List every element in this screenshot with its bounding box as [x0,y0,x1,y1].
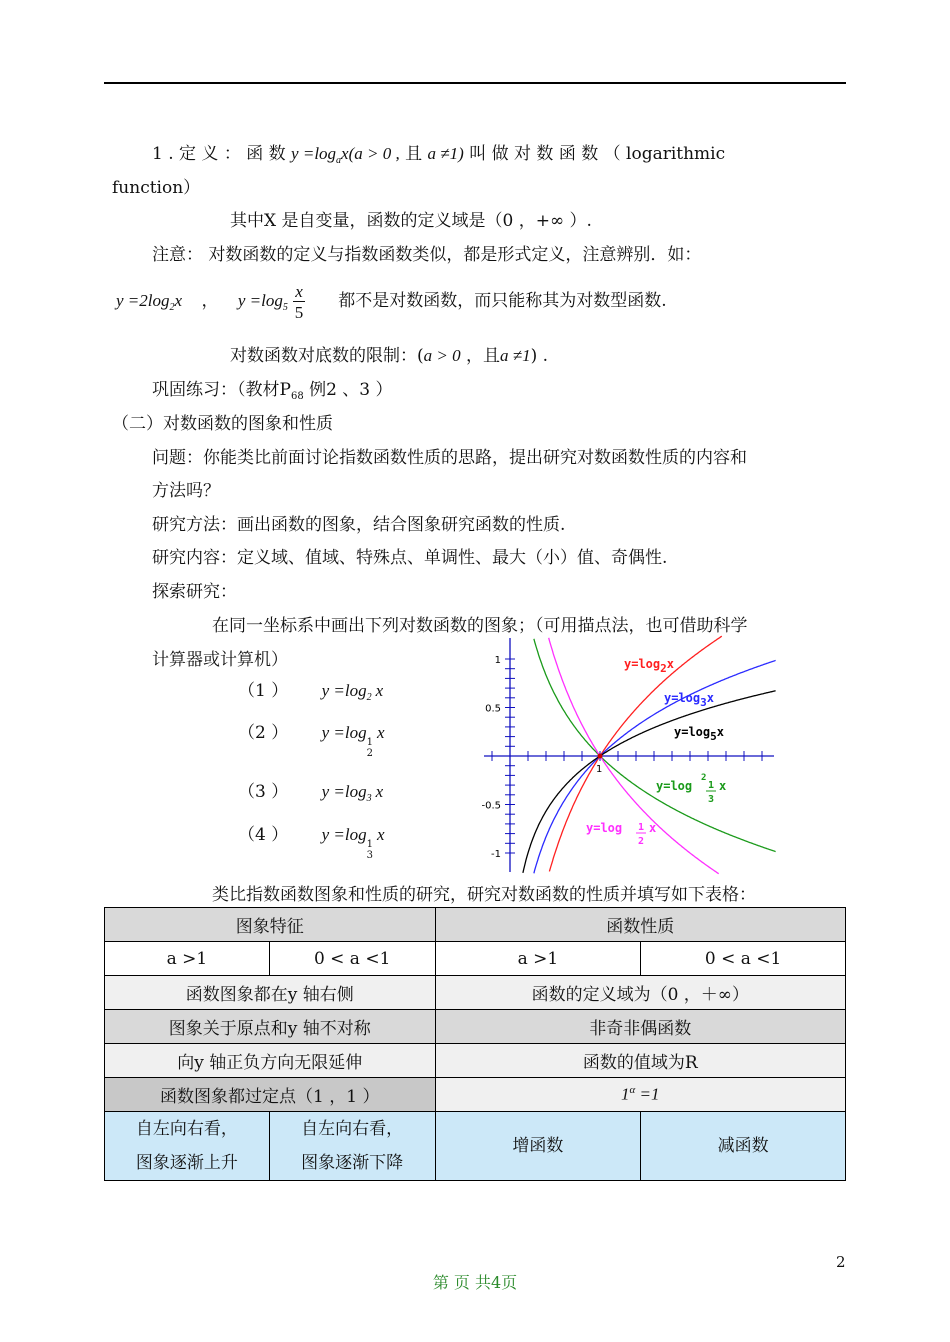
curve-label-fraction-den: 2 [638,836,645,847]
cell-no-symmetry: 图象关于原点和y 轴不对称 [105,1010,436,1044]
y-tick-label: -0.5 [481,800,501,812]
task-line-1: 在同一坐标系中画出下列对数函数的图象；（可用描点法，也可借助科学 [212,616,748,636]
practice-line: 巩固练习：（教材$P_{68}$ 例2 、3 ） [152,380,393,402]
curve-label: y=log2x [624,657,674,675]
table-row [105,976,846,1010]
section-title: （二）对数函数的图象和性质 [112,414,333,434]
page-number: 2 [836,1253,846,1271]
method-line: 研究方法：画出函数的图象，结合图象研究函数的性质. [152,515,566,535]
cell-parity: 非奇非偶函数 [435,1010,845,1044]
curve-y=log3x [534,660,776,873]
y-tick-label: -1 [491,849,501,860]
task-line-2: 计算器或计算机） [152,650,288,670]
header-function-properties: 函数性质 [435,908,845,942]
header-image-features: 图象特征 [105,908,436,942]
question-line-1: 问题：你能类比前面讨论指数函数性质的思路，提出研究对数函数性质的内容和 [152,448,747,468]
curve-label: y=log5x [674,725,724,743]
axes [481,638,774,872]
content-line: 研究内容：定义域、值域、特殊点、单调性、最大（小）值、奇偶性. [152,548,668,568]
function-item-3: （3 ） $y =\log_3$ x [238,782,384,804]
table-intro: 类比指数函数图象和性质的研究，研究对数函数的性质并填写如下表格： [212,885,756,905]
curve-label-tail: x [649,821,657,835]
cell-fixed-point: 函数图象都过定点（1 ，1 ） [105,1078,436,1112]
fraction-base-1-3: 1 3 [366,839,374,861]
cell-infinite-extension: 向y 轴正负方向无限延伸 [105,1044,436,1078]
curve-label: y=log [586,821,623,835]
cell-rising: 自左向右看， 图象逐渐上升 [105,1112,270,1181]
function-item-4: （4 ） y =log 1 3 x [238,825,385,861]
cell-falling: 自左向右看， 图象逐渐下降 [269,1112,435,1181]
curve-label-fraction-num: 1 [638,822,645,833]
cell-range: 函数的值域为R [435,1044,845,1078]
cell-increasing: 增函数 [435,1112,641,1181]
curve-label: y=log [656,779,693,793]
cell-domain: 函数的定义域为（0 ，＋∞） [435,976,845,1010]
domain-line: 其中X 是自变量，函数的定义域是（0 ，+∞ ）. [230,211,592,231]
fraction-base-1-2: 1 2 [366,737,374,759]
cell-one-power: $1^\alpha =1$ [435,1078,845,1112]
table-row [105,942,846,976]
table-row [105,1010,846,1044]
cell-decreasing: 减函数 [641,1112,846,1181]
y-tick-label: 1 [494,655,501,666]
table-row [105,908,846,942]
x-tick-label: 1 [596,764,603,775]
explore-line: 探索研究： [152,582,237,602]
page-footer: 第 页 共4页 [432,1273,518,1292]
definition-line: 1 . 定 义 ： 函 数 $y =\log_ax(a > 0$ , 且 a ≠1) 叫 做 对 数 函 数 （ logarithmic [152,144,726,166]
fixed-point-marker [598,754,603,759]
curve-label-top: 2 [701,773,707,783]
note-line: 注意： 对数函数的定义与指数函数类似，都是形式定义，注意辨别．如： [152,245,702,265]
table-row [105,1112,846,1181]
top-rule [104,82,846,84]
curve-label-fraction-den: 3 [708,794,715,805]
table-row [105,1044,846,1078]
cell-a-gt-1: a >1 [105,942,270,976]
cell-a-gt-1-b: a >1 [435,942,641,976]
log-function-graph [478,634,778,876]
curves [523,636,776,874]
function-item-2: （2 ） y =log 1 2 x [238,723,385,759]
properties-table [104,907,846,1181]
definition-line-2: function） [112,178,201,198]
cell-right-of-y-axis: 函数图象都在y 轴右侧 [105,976,436,1010]
y-tick-label: 0.5 [485,703,501,715]
cell-a-lt-1-b: 0 < a <1 [641,942,846,976]
curve-label-fraction-num: 1 [708,780,715,791]
question-line-2: 方法吗？ [152,481,220,501]
curve-label-tail: x [719,779,727,793]
note-examples: $y =2\log_2x$ ， $y =\log_5$ $\frac{x}{5}$ 都不是对数函数，而只能称其为对数型函数. [116,281,667,322]
base-limit-line: 对数函数对底数的限制：(a > 0 ，且a ≠1) . [230,346,549,366]
table-row [105,1078,846,1112]
fraction-x-over-5: $\frac{x}{5}$ [294,281,304,322]
curve-label: y=log3x [664,691,714,709]
cell-a-lt-1: 0 < a <1 [269,942,435,976]
function-item-1: （1 ） $y =\log_2$ x [238,681,384,703]
